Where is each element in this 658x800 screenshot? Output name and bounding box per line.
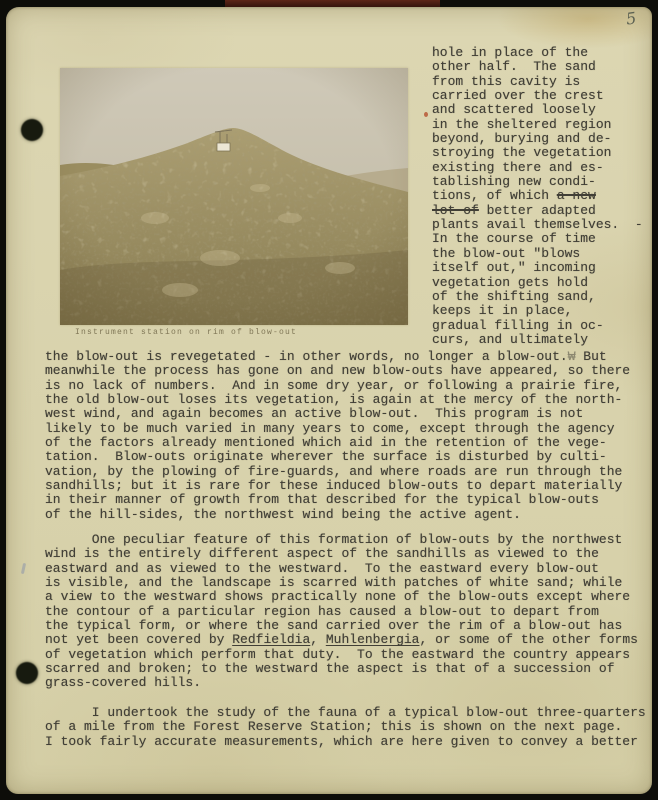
page-number: 5 (624, 8, 638, 29)
typewritten-line: west wind, and again becomes an active blow-out. This program is not (45, 406, 584, 422)
typewritten-line: tation. Blow-outs originate wherever the surface is disturbed by culti- (45, 449, 607, 465)
paragraph-1 (45, 350, 630, 522)
hole-punch-top (21, 119, 43, 141)
typewritten-line: grass-covered hills. (45, 675, 202, 691)
typewritten-line: a view to the westward shows practically none of the blow-outs except where (45, 589, 631, 605)
typewritten-line: gradual filling in oc- (432, 317, 604, 333)
typewritten-line: I took fairly accurate measurements, which are here given to convey a better (45, 733, 638, 749)
typewritten-line: in the sheltered region (432, 116, 612, 132)
typewritten-segment-underline: Muhlenbergia (325, 632, 420, 648)
photo-vignette (60, 68, 408, 325)
typewritten-line: of a mile from the Forest Reserve Station; this is shown on the next page. (45, 719, 623, 735)
typewritten-line: itself out," incoming (432, 260, 596, 276)
typewritten-line: vation, by the plowing of fire-guards, and where roads are run through the (45, 463, 623, 479)
typewritten-line: of vegetation which perform that duty. To the eastward the country appears (45, 646, 631, 662)
photograph-sandhill (60, 68, 408, 325)
typewritten-segment-strike: lot of (432, 202, 479, 218)
typewritten-line: in their manner of growth from that described for the typical blow-outs (45, 492, 599, 508)
typewritten-line: not yet been covered by Redfieldia, Muhlenbergia, or some of the other forms (45, 632, 638, 648)
typewritten-line: hole in place of the (432, 45, 589, 60)
typewritten-line: from this cavity is (432, 73, 581, 89)
paper-page (6, 7, 652, 794)
pencil-mark (21, 563, 26, 574)
typewritten-line: curs, and ultimately (432, 331, 589, 347)
paragraph-2 (45, 533, 638, 691)
typewritten-line: keeps it in place, (432, 303, 573, 319)
typewritten-line: the old blow-out loses its vegetation, is again at the mercy of the north- (45, 392, 623, 408)
typewritten-segment-faint: ₩ (567, 349, 576, 364)
right-column-text (432, 46, 643, 347)
typewritten-line: and scattered loosely (432, 102, 596, 118)
typewritten-line: sandhills; but it is rare for these induced blow-outs to depart materially (45, 478, 623, 494)
photo-caption: Instrument station on rim of blow-out (75, 328, 298, 337)
typewritten-line: other half. The sand (432, 59, 596, 75)
typewritten-line: existing there and es- (432, 159, 604, 175)
typewritten-line: scarred and broken; to the westward the aspect is that of a succession of (45, 661, 615, 677)
typewritten-line: of the hill-sides, the northwest wind being the active agent. (45, 506, 521, 522)
typewritten-line: is visible, and the landscape is scarred with patches of white sand; while (45, 575, 623, 591)
typewritten-line: wind is the entirely different aspect of the sandhills as viewed to the (45, 546, 599, 562)
paragraph-3 (45, 706, 646, 749)
typewritten-line: the blow-out is revegetated - in other words, no longer a blow-out.₩ But (45, 349, 607, 364)
typewritten-line: In the course of time (432, 231, 596, 247)
typewritten-line: One peculiar feature of this formation of blow-outs by the northwest (45, 532, 623, 547)
typewritten-line: eastward and as viewed to the westward. To the eastward every blow-out (45, 560, 599, 576)
typewritten-line: of the shifting sand, (432, 288, 596, 304)
typewritten-line: the typical form, or where the sand carried over the rim of a blow-out has (45, 618, 623, 634)
typewritten-segment-strike: a new (556, 188, 596, 204)
typewritten-line: lot of better adapted (432, 202, 596, 218)
typewritten-line: tablishing new condi- (432, 174, 596, 190)
typewritten-line: the blow-out "blows (432, 245, 581, 261)
typewritten-line: tions, of which a new (432, 188, 596, 204)
typewritten-line: beyond, burying and de- (432, 131, 612, 147)
typewritten-line: carried over the crest (432, 88, 604, 104)
typewritten-line: stroying the vegetation (432, 145, 612, 161)
typewritten-line: meanwhile the process has gone on and new blow-outs have appeared, so there (45, 363, 631, 379)
typewritten-line: is no lack of numbers. And in some dry year, or following a prairie fire, (45, 377, 623, 393)
typewritten-segment-underline: Redfieldia (232, 632, 311, 648)
typewritten-line: plants avail themselves. - (432, 217, 643, 233)
typewritten-line: the contour of a particular region has caused a blow-out to depart from (45, 603, 599, 619)
typewritten-line: vegetation gets hold (432, 274, 589, 290)
typewritten-line: I undertook the study of the fauna of a typical blow-out three-quarters (45, 705, 646, 720)
ink-speck (424, 112, 428, 117)
typewritten-line: likely to be much varied in many years to come, except through the agency (45, 420, 615, 436)
typewritten-line: of the factors already mentioned which aid in the retention of the vege- (45, 435, 607, 451)
photo-illustration (60, 68, 408, 325)
hole-punch-bottom (16, 662, 38, 684)
